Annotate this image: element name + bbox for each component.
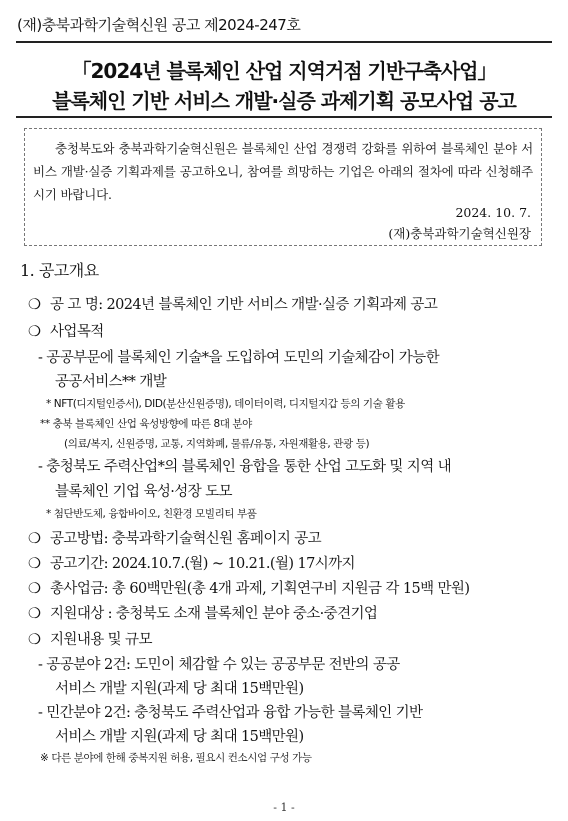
bullet-period-text: 공고기간: 2024.10.7.(월) ~ 10.21.(월) 17시까지 bbox=[50, 556, 355, 572]
notice-number: (재)충북과학기술혁신원 공고 제2024-247호 bbox=[17, 16, 301, 34]
scope-dash2-line2: 서비스 개발 지원(과제 당 최대 15백만원) bbox=[55, 729, 304, 745]
bullet-purpose-text: 사업목적 bbox=[50, 324, 104, 340]
intro-box bbox=[24, 128, 542, 246]
title-rule bbox=[16, 116, 552, 118]
purpose-dash2-line2: 블록체인 기업 육성·성장 도모 bbox=[55, 484, 232, 500]
document-title-line1: 「2024년 블록체인 산업 지역거점 기반구축사업」 bbox=[71, 59, 497, 83]
bullet-budget-text: 총사업금: 총 60백만원(총 4개 과제, 기획연구비 지원금 각 15백 만원) bbox=[50, 581, 470, 597]
bullet-mark: ❍ bbox=[28, 632, 41, 648]
intro-date: 2024. 10. 7. bbox=[455, 205, 531, 220]
purpose-dash2-line1: - 충청북도 주력산업*의 블록체인 융합을 통한 산업 고도화 및 지역 내 bbox=[38, 459, 452, 475]
bullet-scope-text: 지원내용 및 규모 bbox=[50, 632, 152, 648]
top-rule bbox=[16, 41, 552, 43]
intro-org: (재)충북과학기술혁신원장 bbox=[388, 226, 531, 241]
bullet-mark: ❍ bbox=[28, 606, 41, 622]
note-tech: * NFT(디지털인증서), DID(분산신원증명), 데이터이력, 디지털지갑 등의 기술 활용 bbox=[46, 398, 405, 410]
purpose-dash1-line1: - 공공부문에 블록체인 기술*을 도입하여 도민의 기술체감이 가능한 bbox=[38, 350, 440, 366]
scope-dash1-line1: - 공공분야 2건: 도민이 체감할 수 있는 공공부문 전반의 공공 bbox=[38, 657, 400, 673]
bullet-target-text: 지원대상 : 충청북도 소재 블록체인 분야 중소·중견기업 bbox=[50, 606, 378, 622]
bullet-mark: ❍ bbox=[28, 581, 41, 597]
document-title-line2: 블록체인 기반 서비스 개발·실증 과제기획 공모사업 공고 bbox=[52, 89, 516, 113]
purpose-dash1-line2: 공공서비스** 개발 bbox=[55, 374, 167, 390]
bullet-mark: ❍ bbox=[28, 531, 41, 547]
section-title: 1. 공고개요 bbox=[20, 261, 99, 280]
bullet-method bbox=[28, 527, 321, 548]
bullet-budget bbox=[28, 577, 469, 598]
intro-text: 충청북도와 충북과학기술혁신원은 블록체인 산업 경쟁력 강화를 위하여 블록체인 분야 서비스 개발·실증 기획과제를 공고하오니, 참여를 희망하는 기업은 아래의 절차에 따라 신청해주시기 바랍니다. bbox=[33, 141, 533, 202]
bullet-name-text: 공 고 명: 2024년 블록체인 기반 서비스 개발·실증 기획과제 공고 bbox=[50, 297, 438, 313]
bullet-period bbox=[28, 552, 355, 573]
bullet-purpose bbox=[28, 320, 104, 341]
bullet-mark: ❍ bbox=[28, 556, 41, 572]
bullet-scope bbox=[28, 628, 152, 649]
note-fields: ** 충북 블록체인 산업 육성방향에 따른 8대 분야 bbox=[40, 418, 252, 430]
bullet-target bbox=[28, 602, 377, 623]
scope-dash1-line2: 서비스 개발 지원(과제 당 최대 15백만원) bbox=[55, 681, 304, 697]
bullet-mark: ❍ bbox=[28, 297, 41, 313]
scope-dash2-line1: - 민간분야 2건: 충청북도 주력산업과 융합 가능한 블록체인 기반 bbox=[38, 705, 423, 721]
note-fields-list: (의료/복지, 신원증명, 교통, 지역화폐, 물류/유통, 자원재활용, 관광 등) bbox=[64, 438, 370, 450]
bullet-name bbox=[28, 293, 437, 314]
bullet-method-text: 공고방법: 충북과학기술혁신원 홈페이지 공고 bbox=[50, 531, 322, 547]
bullet-mark: ❍ bbox=[28, 324, 41, 340]
note-industries: * 첨단반도체, 융합바이오, 친환경 모빌리티 부품 bbox=[46, 508, 257, 520]
page-number: - 1 - bbox=[273, 801, 295, 814]
note-duplicate: ※ 다른 분야에 한해 중복지원 허용, 필요시 컨소시엄 구성 가능 bbox=[40, 752, 312, 764]
